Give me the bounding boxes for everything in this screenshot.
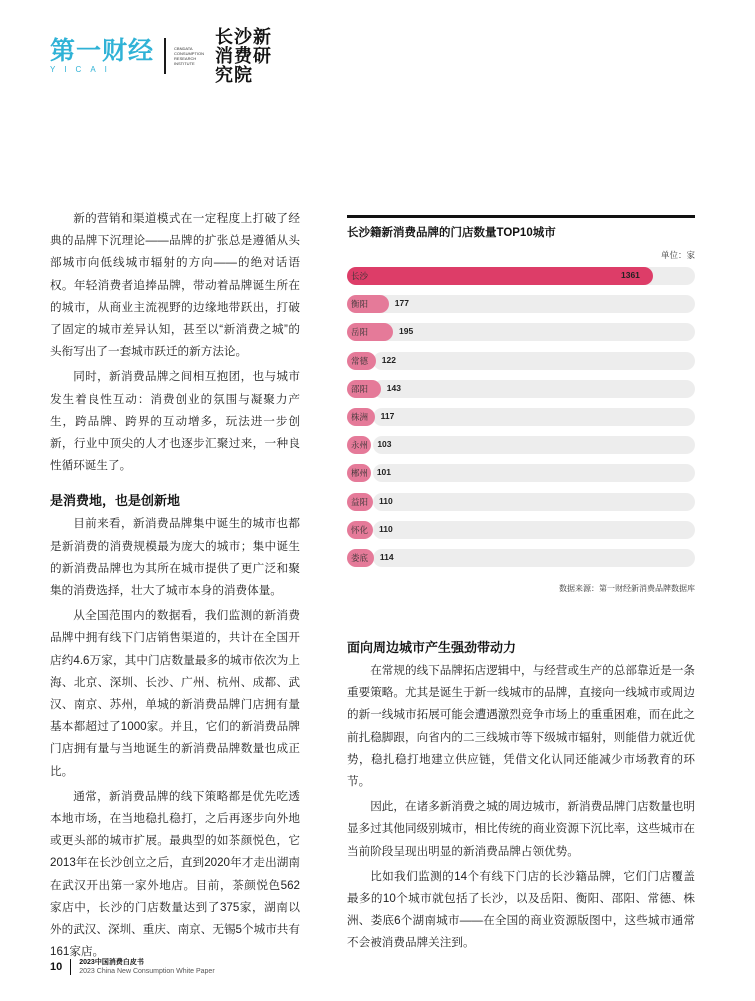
chart-value-label: 1361 [621, 270, 640, 280]
chart-bar [347, 267, 653, 285]
body-paragraph: 同时，新消费品牌之间相互抱团，也与城市发生着良性互动：消费创业的氛围与凝聚力产生，跨品牌、跨界的互动增多，玩法进一步创新，行业中顶尖的人才也逐步汇聚过来，一种良性循环诞生了。 [50, 370, 300, 473]
chart-category-label: 郴州 [351, 468, 369, 479]
chart-top-rule [347, 215, 695, 218]
store-count-chart [347, 215, 695, 595]
chart-value-label: 101 [376, 467, 392, 478]
chart-bar-row [347, 436, 695, 454]
chart-bar-track [373, 464, 695, 482]
chart-bar-track [373, 323, 695, 341]
left-column [50, 208, 300, 964]
section-title: 是消费地，也是创新地 [50, 493, 181, 509]
chart-category-label: 益阳 [351, 496, 369, 507]
chart-category-label: 邵阳 [351, 383, 369, 394]
page-footer [50, 958, 215, 976]
chart-source: 数据来源：第一财经新消费品牌数据库 [559, 584, 695, 593]
chart-bar-track [373, 436, 695, 454]
body-paragraph: 从全国范围内的数据看，我们监测的新消费品牌中拥有线下门店销售渠道的，共计在全国开店约4.6万家，其中门店数量最多的城市依次为上海、北京、深圳、长沙、广州、杭州、成都、武汉、南京、苏州，单城的新消费品牌门店拥有量基本都超过了1000家。并且，它们的新消费品牌门店拥有量与当地诞生的新消费品牌数量也成正比。 [50, 609, 300, 778]
chart-bar-row [347, 267, 695, 285]
footer-title-cn: 2023中国消费白皮书 [79, 959, 144, 966]
yicai-logo [50, 38, 154, 74]
chart-value-label: 110 [378, 523, 393, 534]
chart-bar-track [373, 352, 695, 370]
body-paragraph: 因此，在诸多新消费之城的周边城市，新消费品牌门店数量也明显多过其他同级别城市，相比传统的商业资源下沉比率，这些城市在当前阶段呈现出明显的新消费品牌占领优势。 [347, 800, 695, 858]
chart-title: 长沙籍新消费品牌的门店数量TOP10城市 [347, 227, 556, 239]
chart-bar-row [347, 549, 695, 567]
chart-bar-row [347, 408, 695, 426]
chart-value-label: 195 [399, 326, 414, 337]
chart-bar-row [347, 323, 695, 341]
chart-value-label: 143 [386, 382, 401, 393]
institute-logo [174, 28, 287, 85]
header-logo [50, 26, 287, 85]
chart-value-label: 110 [378, 495, 393, 506]
chart-value-label: 177 [394, 298, 409, 309]
chart-bar-track [373, 380, 695, 398]
chart-unit-label: 单位：家 [660, 250, 695, 260]
body-paragraph: 比如我们监测的14个有线下门店的长沙籍品牌，它们门店覆盖最多的10个城市就包括了长沙，以及岳阳、衡阳、邵阳、常德、株洲、娄底6个湖南城市——在全国的商业资源版图中，这些城市通常不会被消费品牌关注到。 [347, 869, 695, 950]
chart-category-label: 永州 [351, 440, 369, 451]
chart-bar-track [373, 295, 695, 313]
chart-value-label: 117 [380, 411, 395, 421]
chart-value-label: 122 [381, 354, 396, 365]
chart-bar-track [373, 493, 695, 511]
chart-category-label: 株洲 [351, 412, 369, 422]
chart-bar-track [373, 408, 695, 426]
chart-category-label: 衡阳 [351, 299, 369, 310]
chart-category-label: 长沙 [351, 271, 369, 281]
chart-category-label: 娄底 [351, 553, 369, 563]
chart-bar-row [347, 493, 695, 511]
logo-divider [164, 38, 166, 74]
footer-title-en: 2023 China New Consumption White Paper [79, 968, 215, 975]
yicai-logo-cn: 第一财经 [50, 37, 155, 65]
chart-value-label: 103 [377, 439, 392, 450]
institute-name-cn: 长沙新消费研究院 [215, 26, 273, 85]
body-paragraph: 目前来看，新消费品牌集中诞生的城市也都是新消费的消费规模最为庞大的城市；集中诞生的新消费品牌也为其所在城市提供了更广泛和聚集的消费选择，壮大了城市本身的消费体量。 [50, 517, 300, 598]
page-number: 10 [50, 961, 63, 973]
body-paragraph: 新的营销和渠道模式在一定程度上打破了经典的品牌下沉理论——品牌的扩张总是遵循从头部城市向低线城市辐射的方向——的绝对话语权。年轻消费者追捧品牌，带动着品牌诞生所在的城市，从商业主流视野的边缘地带跃出，打破了固定的城市差异认知，甚至以“新消费之城”的头衔写出了一套城市跃迁的新方法论。 [50, 212, 300, 359]
right-column [347, 638, 695, 955]
chart-bar-row [347, 295, 695, 313]
chart-value-label: 114 [379, 552, 394, 562]
institute-name-en: CBNDATA CONSUMPTION RESEARCH INSTITUTE [174, 46, 205, 66]
chart-bar-track [373, 549, 695, 567]
footer-publication [79, 958, 214, 976]
footer-divider [70, 959, 71, 975]
section-title: 面向周边城市产生强劲带动力 [347, 640, 517, 655]
chart-bar-row [347, 464, 695, 482]
body-paragraph: 通常，新消费品牌的线下策略都是优先吃透本地市场，在当地稳扎稳打，之后再逐步向外地或更头部的城市扩展。最典型的如茶颜悦色，它2013年在长沙创立之后，直到2020年才走出湖南在武汉开出第一家外地店。目前，茶颜悦色562家店中，长沙的门店数量达到了375家，湖南以外的武汉、深圳、重庆、南京、无锡5个城市共有161家店。 [50, 789, 300, 959]
chart-plot-area [347, 267, 695, 577]
chart-bar-row [347, 521, 695, 539]
chart-bar-row [347, 352, 695, 370]
chart-bar-row [347, 380, 695, 398]
chart-category-label: 常德 [351, 355, 369, 366]
chart-category-label: 怀化 [351, 524, 369, 535]
body-paragraph: 在常规的线下品牌拓店逻辑中，与经营或生产的总部靠近是一条重要策略。尤其是诞生于新一线城市的品牌，直接向一线城市或周边的新一线城市拓展可能会遭遇激烈竞争市场上的重重困难，而在此之前扎稳脚跟，向省内的二三线城市等下级城市辐射，则能借力就近优势，稳扎稳打地建立供应链，凭借文化认同还能减少市场教育的环节。 [347, 664, 695, 789]
chart-category-label: 岳阳 [351, 327, 369, 338]
chart-bar-track [373, 521, 695, 539]
yicai-logo-en: YICAI [50, 65, 116, 74]
